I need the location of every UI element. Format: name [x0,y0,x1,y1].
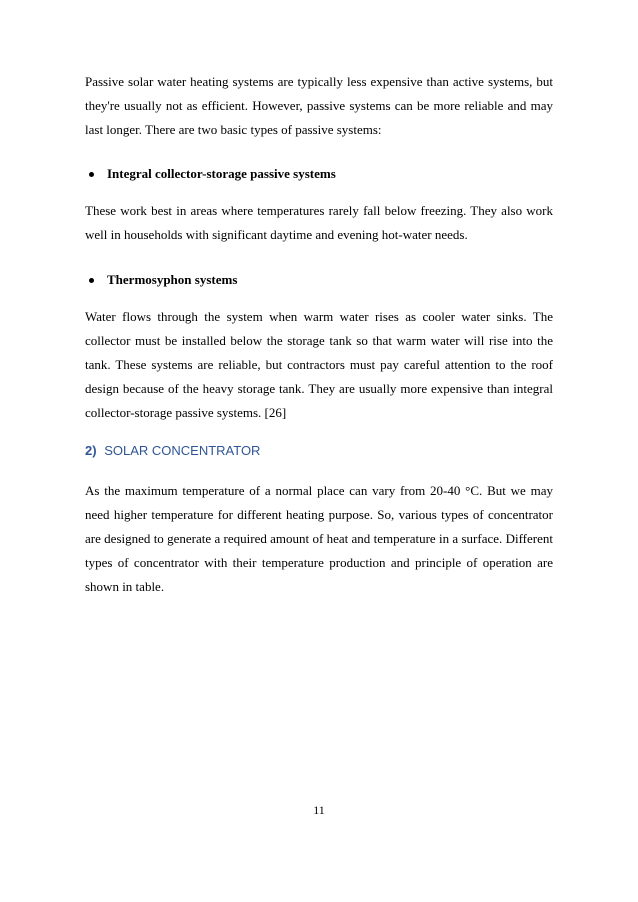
section-heading [85,439,553,463]
bullet-integral-label: Integral collector-storage passive systems [107,166,336,181]
page-number: 11 [313,803,325,817]
thermosyphon-paragraph: Water flows through the system when warm water rises as cooler water sinks. The collector must be installed below the storage tank so that warm water will rise into the tank. These systems are reliable, but contractors must pay careful attention to the roof design because of the heavy storage tank. They are usually more expensive than integral collector-storage passive systems. [26] [85,309,553,420]
integral-paragraph: These work best in areas where temperatures rarely fall below freezing. They also work well in households with significant daytime and evening hot-water needs. [85,203,553,242]
bullet-integral-collector [85,162,553,186]
bullet-thermosyphon-label: Thermosyphon systems [107,272,238,287]
section-number: 2) [85,443,97,458]
bullet-dot-icon [89,278,94,283]
concentrator-paragraph: As the maximum temperature of a normal place can vary from 20-40 °C. But we may need higher temperature for different heating purpose. So, various types of concentrator are designed to generate a required amount of heat and temperature in a surface. Different types of concentrator with their temperature production and principle of operation are shown in table. [85,483,553,594]
bullet-thermosyphon [85,268,553,292]
section-title: SOLAR CONCENTRATOR [104,443,261,458]
document-body [85,70,553,599]
intro-paragraph: Passive solar water heating systems are typically less expensive than active systems, but they're usually not as efficient. However, passive systems can be more reliable and may last longer. There are two basic types of passive systems: [85,74,553,137]
bullet-dot-icon [89,172,94,177]
